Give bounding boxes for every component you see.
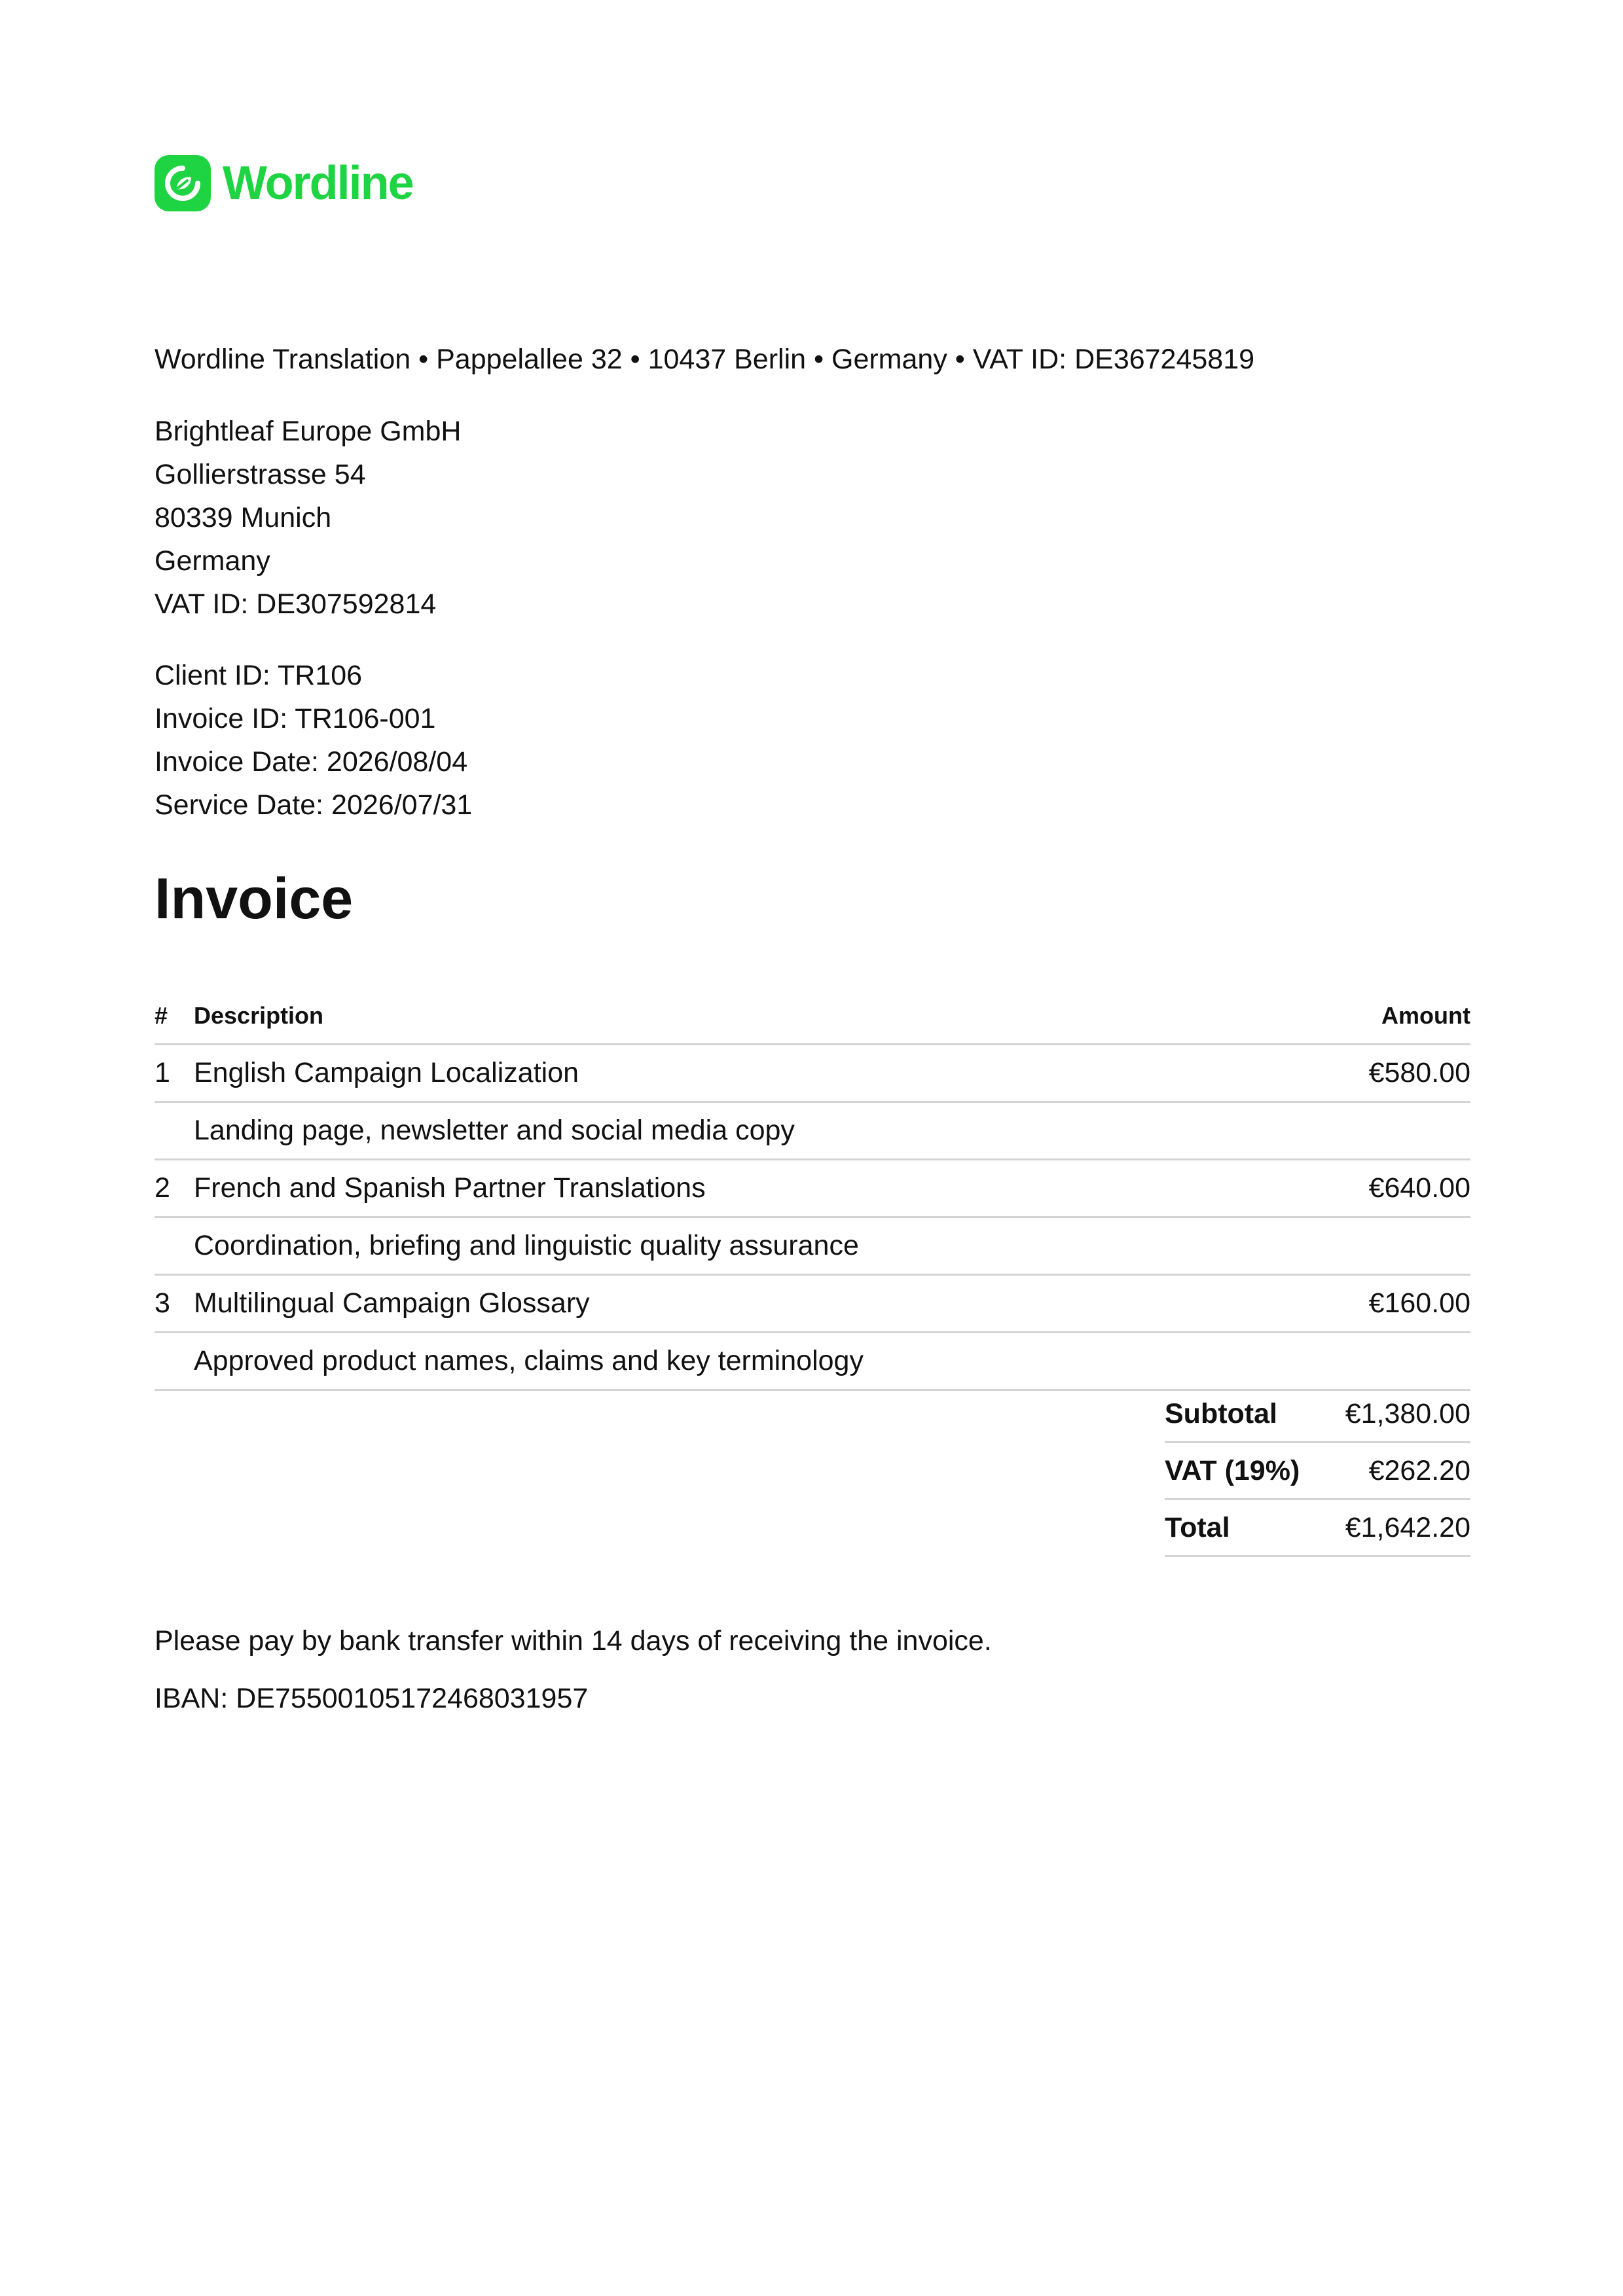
total-label: Total	[1165, 1499, 1323, 1556]
item-description: English Campaign Localization	[194, 1045, 1302, 1102]
totals-table	[1165, 1386, 1470, 1557]
recipient-street: Gollierstrasse 54	[155, 459, 366, 490]
invoice-date: Invoice Date: 2026/08/04	[155, 746, 468, 778]
client-id: Client ID: TR106	[155, 660, 363, 691]
table-row	[155, 1275, 1470, 1333]
page-title: Invoice	[155, 866, 354, 931]
item-amount: €580.00	[1302, 1045, 1470, 1102]
item-description: Multilingual Campaign Glossary	[194, 1275, 1302, 1333]
item-detail: Landing page, newsletter and social media copy	[194, 1102, 1302, 1160]
total-row	[1165, 1499, 1470, 1556]
header-amount: Amount	[1302, 988, 1470, 1045]
table-header-row	[155, 988, 1470, 1045]
item-detail: Approved product names, claims and key terminology	[194, 1333, 1302, 1390]
item-number: 1	[155, 1045, 194, 1102]
line-items-table	[155, 988, 1470, 1391]
sender-address: Wordline Translation • Pappelallee 32 • 10437 Berlin • Germany • VAT ID: DE367245819	[155, 344, 1255, 375]
vat-value: €262.20	[1323, 1443, 1470, 1499]
item-number: 2	[155, 1160, 194, 1217]
brand-name: Wordline	[223, 157, 413, 209]
service-date: Service Date: 2026/07/31	[155, 789, 473, 821]
recipient-company: Brightleaf Europe GmbH	[155, 416, 462, 447]
brand-logo	[155, 154, 413, 212]
subtotal-value: €1,380.00	[1323, 1386, 1470, 1443]
item-number: 3	[155, 1275, 194, 1333]
table-row	[155, 1160, 1470, 1217]
vat-row	[1165, 1443, 1470, 1499]
invoice-id: Invoice ID: TR106-001	[155, 703, 436, 734]
recipient-vat: VAT ID: DE307592814	[155, 588, 437, 620]
invoice-meta	[155, 654, 472, 827]
subtotal-label: Subtotal	[1165, 1386, 1323, 1443]
item-amount: €160.00	[1302, 1275, 1470, 1333]
item-description: French and Spanish Partner Translations	[194, 1160, 1302, 1217]
header-description: Description	[194, 988, 1302, 1045]
iban: IBAN: DE75500105172468031957	[155, 1683, 589, 1714]
vat-label: VAT (19%)	[1165, 1443, 1323, 1499]
table-row-detail	[155, 1217, 1470, 1275]
recipient-city: 80339 Munich	[155, 502, 332, 533]
total-value: €1,642.20	[1323, 1499, 1470, 1556]
header-number: #	[155, 988, 194, 1045]
table-row	[155, 1045, 1470, 1102]
wordline-logo-icon	[155, 155, 211, 211]
payment-info	[155, 1612, 992, 1727]
item-detail: Coordination, briefing and linguistic quality assurance	[194, 1217, 1302, 1275]
subtotal-row	[1165, 1386, 1470, 1443]
payment-note: Please pay by bank transfer within 14 days of receiving the invoice.	[155, 1625, 992, 1657]
recipient-country: Germany	[155, 545, 270, 577]
table-row-detail	[155, 1333, 1470, 1390]
recipient-address	[155, 410, 461, 626]
table-row-detail	[155, 1102, 1470, 1160]
item-amount: €640.00	[1302, 1160, 1470, 1217]
